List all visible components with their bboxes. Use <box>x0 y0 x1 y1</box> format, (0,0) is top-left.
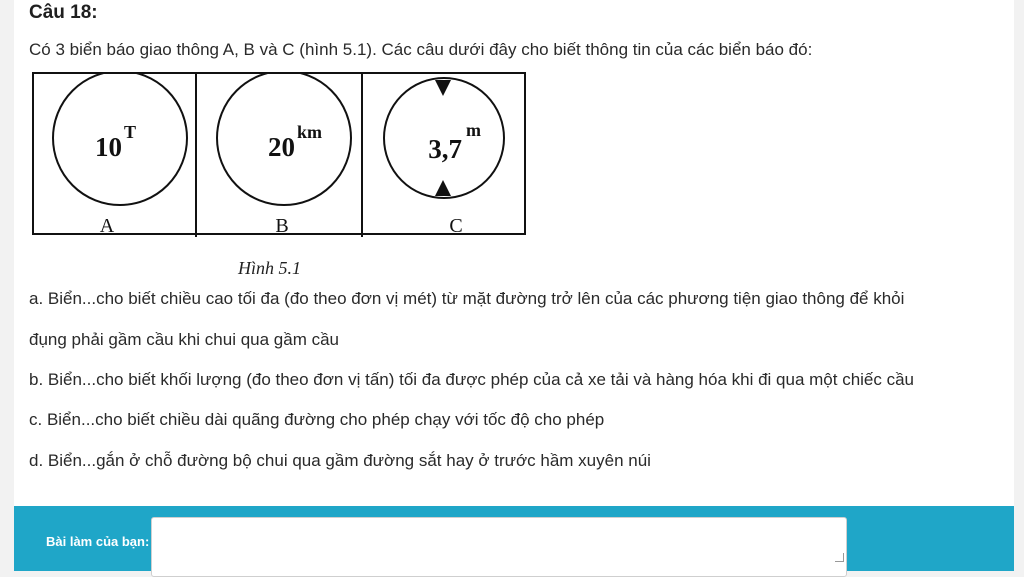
option-b: b. Biển...cho biết khối lượng (đo theo đơn vị tấn) tối đa được phép của cả xe tải và hàng hóa khi đi qua một chiếc cầu <box>29 370 915 389</box>
answer-input[interactable] <box>151 517 847 577</box>
option-a-line1: a. Biển...cho biết chiều cao tối đa (đo theo đơn vị mét) từ mặt đường trở lên của các phương tiện giao thông để khỏi <box>29 289 905 308</box>
sign-b-label: B <box>275 215 289 237</box>
sign-c-value: 3,7 <box>428 134 462 164</box>
sign-b-unit: km <box>297 122 323 142</box>
sign-c-label: C <box>449 215 463 237</box>
question-intro: Có 3 biển báo giao thông A, B và C (hình 5.1). Các câu dưới đây cho biết thông tin của các biển báo đó: <box>29 40 813 59</box>
sign-b-value: 20 <box>268 132 295 162</box>
option-a-line2: đụng phải gầm cầu khi chui qua gầm cầu <box>29 330 339 349</box>
sign-a-unit: T <box>124 122 137 142</box>
sign-a-label: A <box>99 215 115 237</box>
sign-a-value: 10 <box>95 132 122 162</box>
traffic-signs-figure <box>32 72 526 235</box>
option-c: c. Biển...cho biết chiều dài quãng đường cho phép chạy với tốc độ cho phép <box>29 410 605 429</box>
sign-c-unit: m <box>466 120 481 140</box>
question-title: Câu 18: <box>29 2 98 23</box>
option-d: d. Biển...gắn ở chỗ đường bộ chui qua gầm đường sắt hay ở trước hầm xuyên núi <box>29 451 651 470</box>
answer-bar <box>14 506 1014 571</box>
figure-caption: Hình 5.1 <box>238 258 301 278</box>
answer-label: Bài làm của bạn: <box>46 534 150 549</box>
resize-handle-icon[interactable] <box>835 553 844 562</box>
